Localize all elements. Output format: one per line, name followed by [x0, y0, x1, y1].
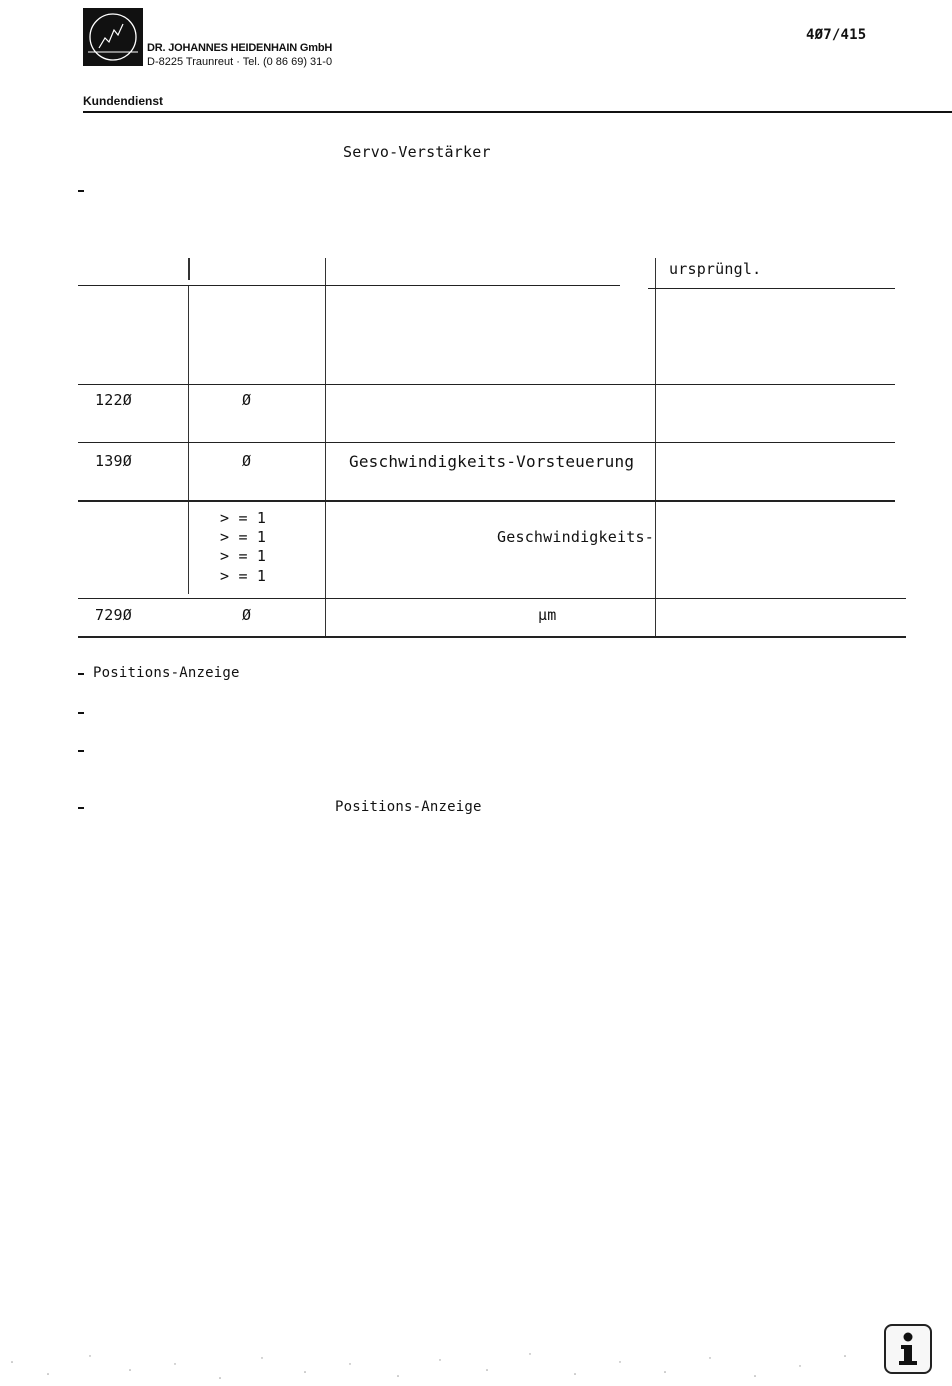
- table-col-divider: [325, 258, 326, 636]
- note-line: Positions-Anzeige: [335, 799, 482, 815]
- table-row-value: > = 1: [220, 567, 267, 585]
- table-col-divider: [188, 258, 190, 280]
- table-row-description: Geschwindigkeits-Vorsteuerung: [349, 452, 635, 471]
- table-rule: [648, 288, 895, 289]
- table-rule: [78, 285, 620, 286]
- table-row-param: 122Ø: [95, 391, 132, 409]
- table-col-divider: [188, 286, 189, 594]
- bullet-dash: [78, 673, 84, 675]
- table-row-value: > = 1: [220, 547, 267, 565]
- company-address: D-8225 Traunreut · Tel. (0 86 69) 31-0: [147, 56, 333, 68]
- table-rule: [78, 384, 895, 385]
- company-name: DR. JOHANNES HEIDENHAIN GmbH: [147, 42, 333, 54]
- table-rule: [78, 500, 895, 502]
- document-title: Servo-Verstärker: [343, 143, 491, 161]
- table-rule: [78, 598, 906, 599]
- table-row-value: > = 1: [220, 528, 267, 546]
- bullet-dash: [78, 190, 84, 192]
- table-row-value: Ø: [242, 452, 252, 470]
- department-label: Kundendienst: [83, 94, 163, 108]
- table-row-param: 729Ø: [95, 606, 132, 624]
- info-icon: [886, 1326, 930, 1372]
- company-logo: [83, 8, 143, 66]
- bullet-dash: [78, 750, 84, 752]
- table-rule: [78, 636, 906, 638]
- table-row-description: Geschwindigkeits-: [497, 528, 654, 546]
- header-rule: [83, 111, 952, 113]
- info-button[interactable]: [884, 1324, 932, 1374]
- scan-noise: [0, 1344, 880, 1386]
- note-line: Positions-Anzeige: [93, 665, 240, 681]
- bullet-dash: [78, 807, 84, 809]
- table-row-value: Ø: [242, 391, 252, 409]
- page-number: 4Ø7/415: [806, 27, 867, 43]
- table-row-value: Ø: [242, 606, 252, 624]
- col-header-original: ursprüngl.: [669, 260, 762, 278]
- table-row-description: µm: [538, 606, 557, 624]
- bullet-dash: [78, 712, 84, 714]
- table-row-value: > = 1: [220, 509, 267, 527]
- table-rule: [78, 442, 895, 443]
- table-col-divider: [655, 258, 656, 636]
- table-row-param: 139Ø: [95, 452, 132, 470]
